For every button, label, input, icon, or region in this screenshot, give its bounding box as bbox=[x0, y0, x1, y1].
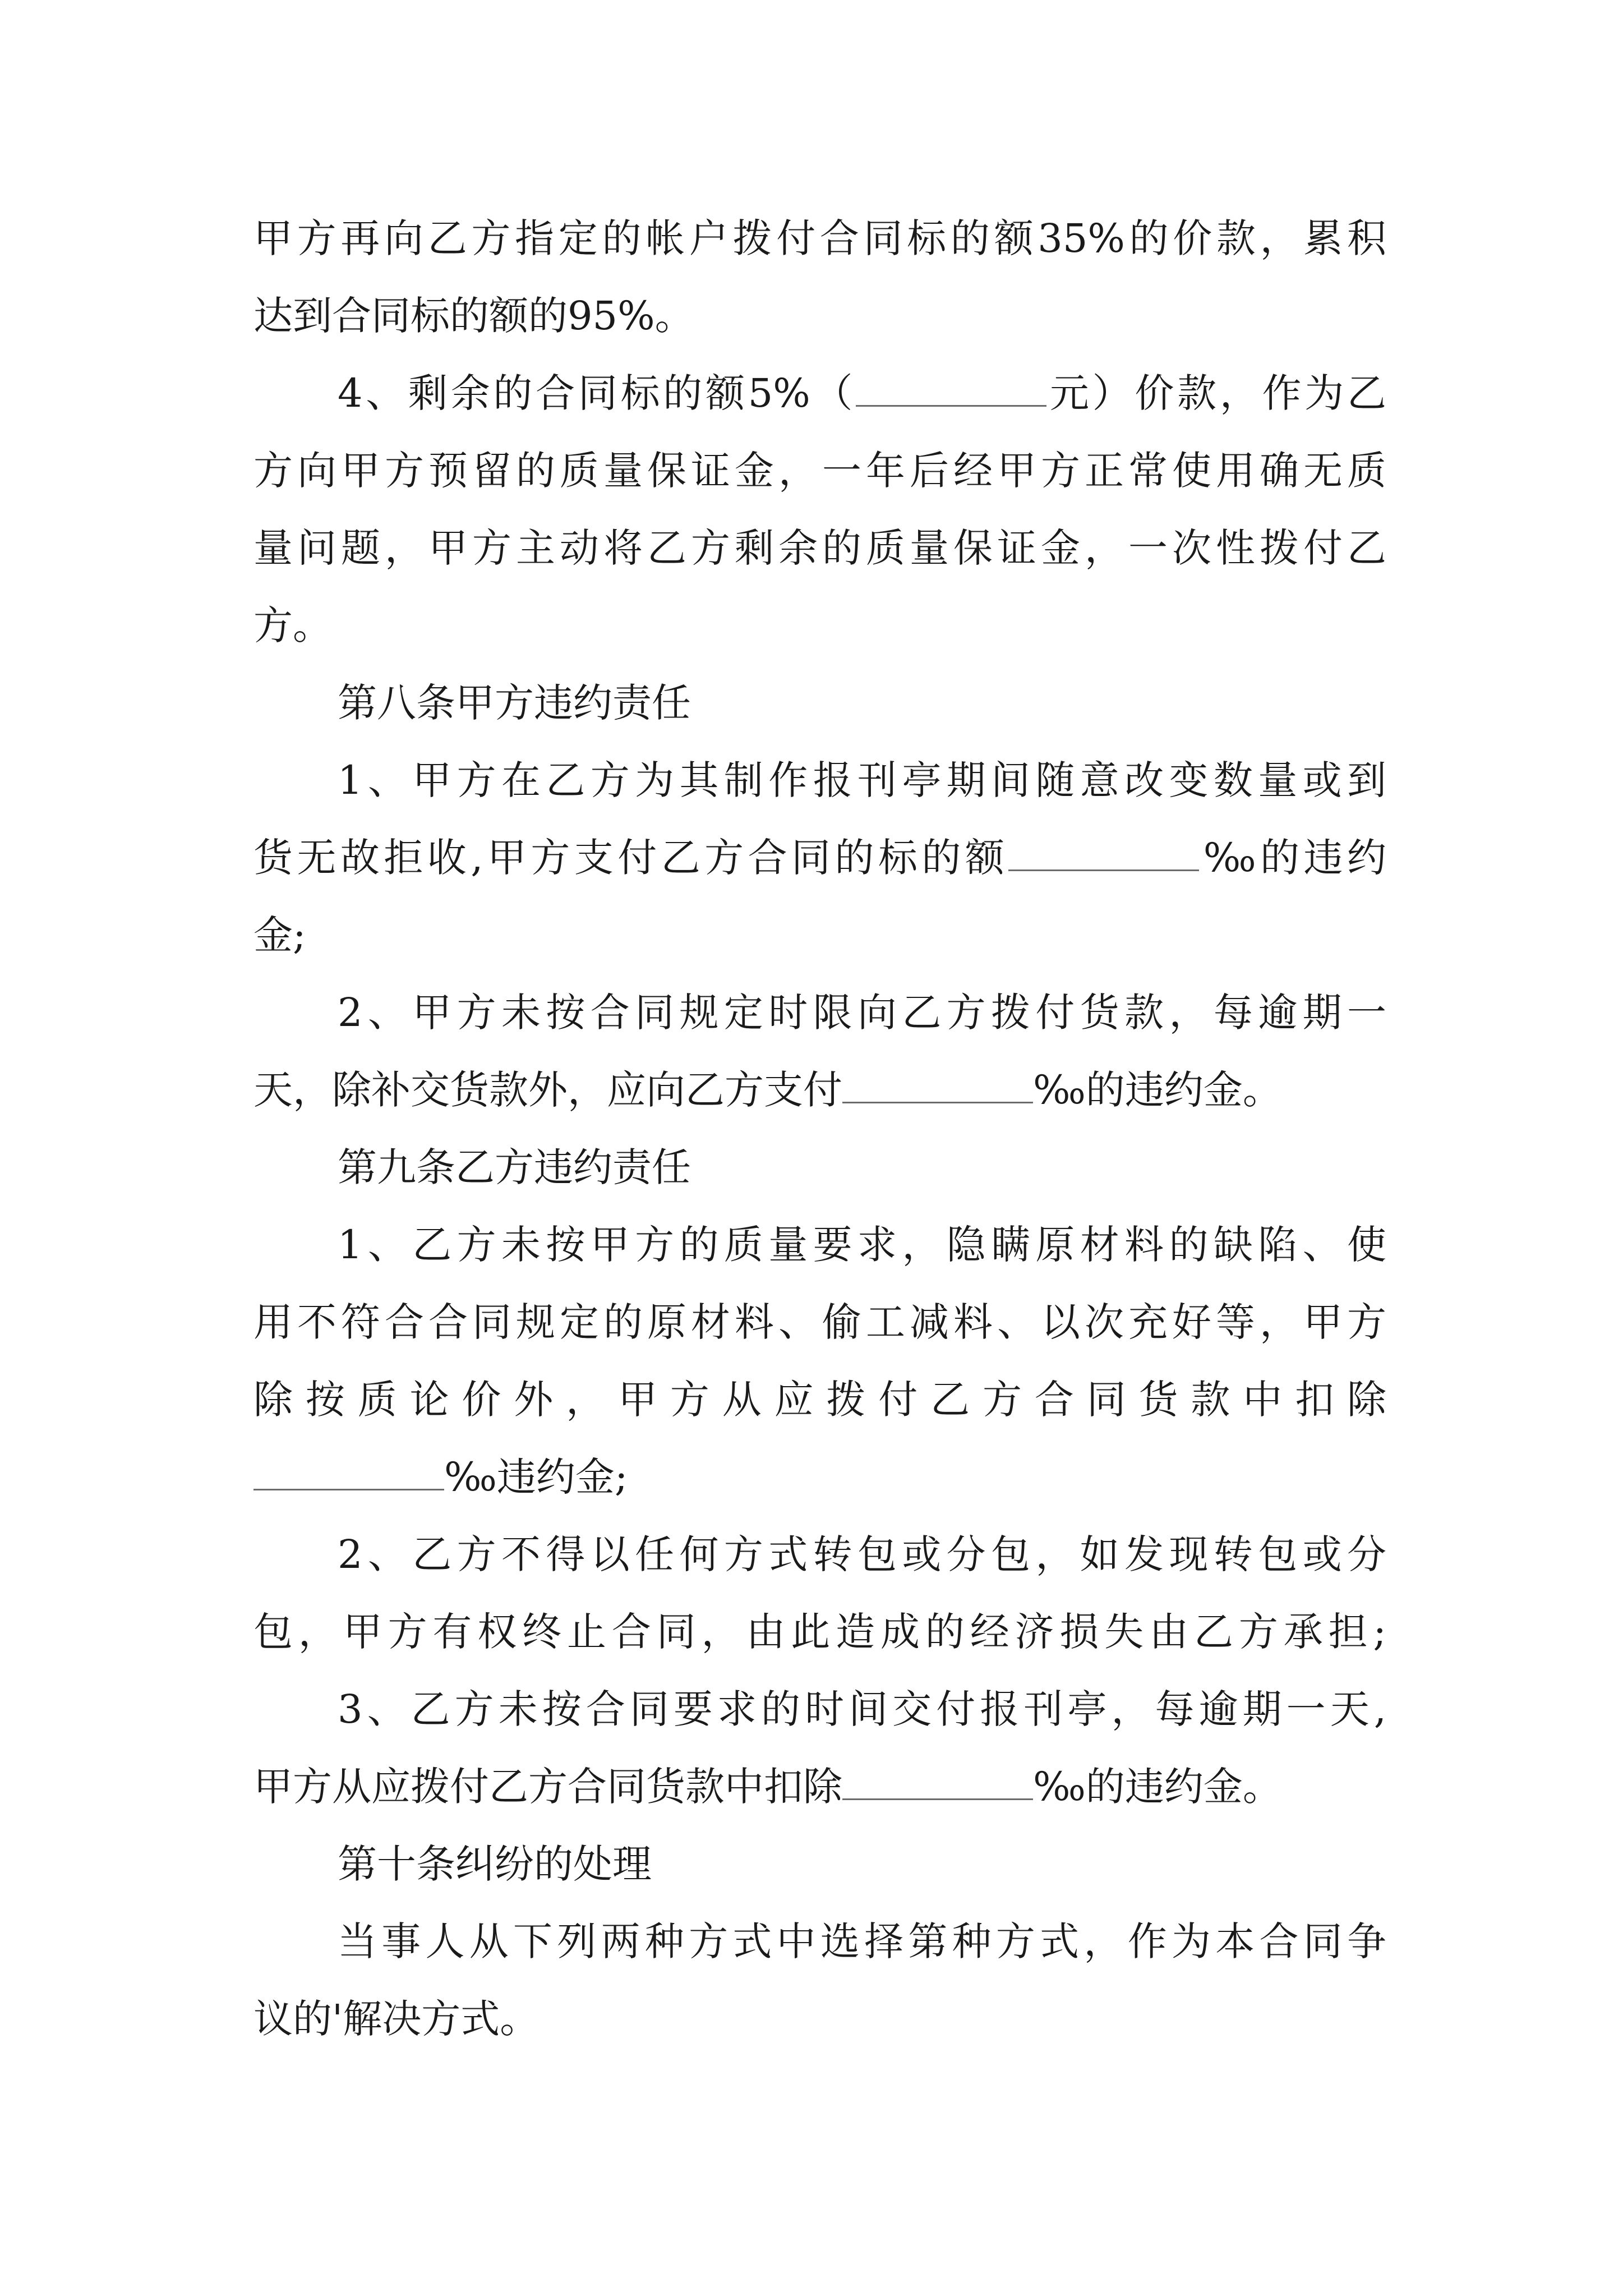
line-text: 量问题，甲方主动将乙方剩余的质量保证金，一次性拨付乙 bbox=[253, 525, 1386, 571]
paragraph-line bbox=[253, 907, 1386, 963]
fill-in-blank bbox=[1008, 836, 1199, 871]
line-text: 方向甲方预留的质量保证金，一年后经甲方正常使用确无质 bbox=[253, 448, 1386, 494]
paragraph-line bbox=[253, 1294, 1386, 1350]
paragraph-line bbox=[253, 1062, 1386, 1118]
line-text: 当事人从下列两种方式中选择第种方式，作为本合同争 bbox=[338, 1918, 1386, 1964]
line-text: 包，甲方有权终止合同，由此造成的经济损失由乙方承担; bbox=[253, 1609, 1386, 1655]
line-text: ‰的违约金。 bbox=[1033, 1764, 1282, 1810]
line-text: ‰的违约金。 bbox=[1033, 1067, 1282, 1113]
line-text: 天，除补交货款外，应向乙方支付 bbox=[253, 1067, 842, 1113]
paragraph-line bbox=[253, 1991, 1386, 2047]
fill-in-blank bbox=[842, 1765, 1033, 1800]
heading-text: 第八条甲方违约责任 bbox=[338, 680, 691, 726]
paragraph-line bbox=[338, 1681, 1386, 1737]
line-text: 1、乙方未按甲方的质量要求，隐瞒原材料的缺陷、使 bbox=[338, 1222, 1386, 1268]
paragraph-line bbox=[253, 1449, 1386, 1505]
line-text: 2、甲方未按合同规定时限向乙方拨付货款，每逾期一 bbox=[338, 990, 1386, 1036]
paragraph-line bbox=[338, 752, 1386, 808]
paragraph-line bbox=[253, 597, 1386, 654]
paragraph-line bbox=[253, 1759, 1386, 1815]
paragraph-line bbox=[253, 520, 1386, 576]
heading-text: 第九条乙方违约责任 bbox=[338, 1144, 691, 1190]
line-text: 议的'解决方式。 bbox=[253, 1996, 540, 2042]
line-text: 2、乙方不得以任何方式转包或分包，如发现转包或分 bbox=[338, 1531, 1386, 1577]
line-text: 1、甲方在乙方为其制作报刊亭期间随意改变数量或到 bbox=[338, 757, 1386, 803]
fill-in-blank bbox=[856, 371, 1046, 407]
line-text: 甲方再向乙方指定的帐户拨付合同标的额35%的价款，累积 bbox=[253, 215, 1386, 261]
paragraph-line bbox=[338, 365, 1386, 421]
section-heading bbox=[338, 1139, 1386, 1195]
paragraph-line bbox=[253, 443, 1386, 499]
section-heading bbox=[338, 1836, 1386, 1892]
paragraph-line bbox=[253, 1604, 1386, 1660]
paragraph-line bbox=[253, 288, 1386, 344]
line-text: 达到合同标的额的95%。 bbox=[253, 293, 694, 339]
line-text: 4、剩余的合同标的额5%（ bbox=[338, 370, 856, 416]
section-heading bbox=[338, 675, 1386, 731]
paragraph-line bbox=[338, 984, 1386, 1041]
fill-in-blank bbox=[253, 1455, 444, 1490]
line-text: 货无故拒收,甲方支付乙方合同的标的额 bbox=[253, 835, 1009, 881]
fill-in-blank bbox=[842, 1068, 1033, 1103]
line-text: 用不符合合同规定的原材料、偷工减料、以次充好等，甲方 bbox=[253, 1299, 1386, 1345]
paragraph-line bbox=[338, 1913, 1386, 1970]
paragraph-line bbox=[338, 1526, 1386, 1582]
line-text: ‰违约金; bbox=[444, 1454, 628, 1500]
paragraph-line bbox=[338, 1217, 1386, 1273]
paragraph-line bbox=[253, 210, 1386, 266]
line-text: 甲方从应拨付乙方合同货款中扣除 bbox=[253, 1764, 842, 1810]
heading-text: 第十条纠纷的处理 bbox=[338, 1841, 652, 1887]
paragraph-line bbox=[253, 830, 1386, 886]
line-text: 方。 bbox=[253, 602, 332, 648]
line-text: 3、乙方未按合同要求的时间交付报刊亭，每逾期一天, bbox=[338, 1686, 1386, 1732]
line-text: ‰的违约 bbox=[1199, 835, 1386, 881]
line-text: 除按质论价外，甲方从应拨付乙方合同货款中扣除 bbox=[253, 1377, 1386, 1423]
paragraph-line bbox=[253, 1372, 1386, 1428]
line-text: 金; bbox=[253, 912, 306, 958]
line-text: 元）价款，作为乙 bbox=[1046, 370, 1386, 416]
